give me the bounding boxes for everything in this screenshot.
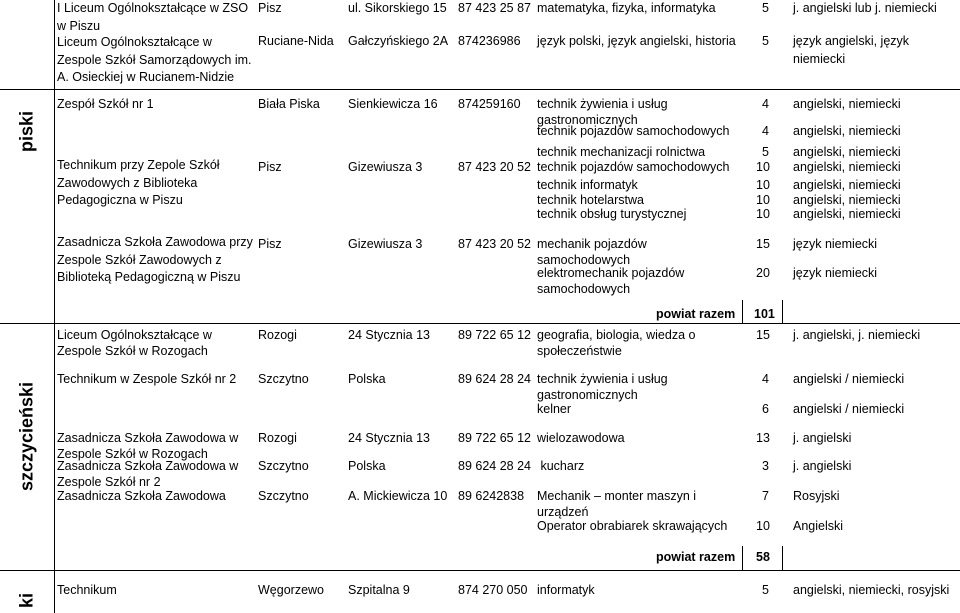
school-name: Technikum przy Zepole Szkół Zawodowych z Biblioteka Pedagogiczna w Piszu	[57, 158, 220, 207]
address: ul. Sikorskiego 15	[348, 1, 447, 15]
languages: angielski / niemiecki	[793, 372, 905, 386]
class-count: 10	[756, 160, 770, 174]
class-count: 15	[756, 237, 770, 251]
district-total-value: 101	[754, 307, 775, 321]
class-count: 5	[762, 145, 769, 159]
district-total-label: powiat razem	[656, 307, 736, 321]
locality: Szczytno	[258, 489, 309, 503]
profile: kucharz	[537, 459, 585, 473]
class-count: 4	[762, 372, 769, 386]
phone: 874259160	[458, 97, 521, 111]
locality: Rozogi	[258, 431, 297, 445]
school-name: Technikum w Zespole Szkół nr 2	[57, 372, 237, 386]
address: Polska	[348, 459, 386, 473]
class-count: 10	[756, 193, 770, 207]
profile: technik mechanizacji rolnictwa	[537, 145, 706, 159]
grid-line	[782, 300, 783, 324]
class-count: 5	[762, 1, 769, 15]
grid-line	[742, 546, 743, 571]
grid-line	[782, 546, 783, 571]
grid-line	[0, 570, 960, 571]
class-count: 10	[756, 178, 770, 192]
school-name: Liceum Ogólnokształcące w Zespole Szkół w Rozogach	[57, 328, 212, 358]
languages: język niemiecki	[793, 266, 878, 280]
profile: technik pojazdów samochodowych	[537, 160, 730, 174]
class-count: 20	[756, 266, 770, 280]
class-count: 6	[762, 402, 769, 416]
profile: technik żywienia i usług gastronomicznych	[537, 97, 668, 127]
phone: 87 423 20 52	[458, 237, 531, 251]
school-name: Zasadnicza Szkoła Zawodowa przy Zespole Szkół Zawodowych z Biblioteką Pedagogiczną w Piszu	[57, 235, 253, 284]
locality: Szczytno	[258, 459, 309, 473]
profile: technik obsług turystycznej	[537, 207, 687, 221]
locality: Pisz	[258, 237, 282, 251]
district-label-piski: piski	[16, 110, 37, 153]
school-name: Liceum Ogólnokształcące w Zespole Szkół Samorządowych im. A. Osieckiej w Rucianem-Nidzie	[57, 35, 252, 84]
languages: angielski, niemiecki	[793, 207, 901, 221]
languages: angielski, niemiecki, rosyjski	[793, 583, 950, 597]
locality: Rozogi	[258, 328, 297, 342]
languages: angielski, niemiecki	[793, 97, 901, 111]
address: 24 Stycznia 13	[348, 431, 430, 445]
address: A. Mickiewicza 10	[348, 489, 448, 503]
school-name: Zasadnicza Szkoła Zawodowa w Zespole Szkół nr 2	[57, 459, 239, 489]
languages: język niemiecki	[793, 237, 878, 251]
address: Polska	[348, 372, 386, 386]
profile: Operator obrabiarek skrawających	[537, 519, 728, 533]
languages: angielski, niemiecki	[793, 193, 901, 207]
locality: Węgorzewo	[258, 583, 324, 597]
school-name: Zespół Szkół nr 1	[57, 97, 154, 111]
phone: 874236986	[458, 34, 521, 48]
profile: elektromechanik pojazdów samochodowych	[537, 266, 685, 296]
district-label-szczycienski: szczycieński	[16, 381, 37, 492]
district-label-partial: ki	[16, 593, 37, 609]
address: Sienkiewicza 16	[348, 97, 438, 111]
phone: 89 6242838	[458, 489, 525, 503]
phone: 89 722 65 12	[458, 328, 531, 342]
class-count: 5	[762, 34, 769, 48]
phone: 89 624 28 24	[458, 459, 531, 473]
district-total-value: 58	[756, 550, 770, 564]
locality: Ruciane-Nida	[258, 34, 334, 48]
school-name: Zasadnicza Szkoła Zawodowa	[57, 489, 226, 503]
profile: technik informatyk	[537, 178, 638, 192]
district-total-label: powiat razem	[656, 550, 736, 564]
languages: angielski, niemiecki	[793, 160, 901, 174]
languages: Rosyjski	[793, 489, 840, 503]
grid-line	[0, 89, 960, 90]
address: Gizewiusza 3	[348, 160, 423, 174]
languages: Angielski	[793, 519, 844, 533]
locality: Pisz	[258, 160, 282, 174]
phone: 89 722 65 12	[458, 431, 531, 445]
profile: matematyka, fizyka, informatyka	[537, 1, 716, 15]
profile: technik żywienia i usług gastronomicznych	[537, 372, 668, 402]
class-count: 5	[762, 583, 769, 597]
profile: informatyk	[537, 583, 595, 597]
class-count: 4	[762, 97, 769, 111]
phone: 87 423 20 52	[458, 160, 531, 174]
profile: wielozawodowa	[537, 431, 625, 445]
profile: technik pojazdów samochodowych	[537, 124, 730, 138]
school-name: Technikum	[57, 583, 117, 597]
languages: angielski / niemiecki	[793, 402, 905, 416]
languages: angielski, niemiecki	[793, 124, 901, 138]
class-count: 13	[756, 431, 770, 445]
phone: 89 624 28 24	[458, 372, 531, 386]
profile: kelner	[537, 402, 572, 416]
locality: Biała Piska	[258, 97, 320, 111]
grid-line	[742, 300, 743, 324]
languages: j. angielski	[793, 459, 852, 473]
profile: Mechanik – monter maszyn i urządzeń	[537, 489, 697, 519]
class-count: 15	[756, 328, 770, 342]
address: 24 Stycznia 13	[348, 328, 430, 342]
grid-line	[535, 323, 960, 324]
locality: Szczytno	[258, 372, 309, 386]
languages: angielski, niemiecki	[793, 178, 901, 192]
locality: Pisz	[258, 1, 282, 15]
class-count: 3	[762, 459, 769, 473]
school-name: Zasadnicza Szkoła Zawodowa w Zespole Szkół w Rozogach	[57, 431, 239, 461]
class-count: 4	[762, 124, 769, 138]
languages: j. angielski	[793, 431, 852, 445]
profile: geografia, biologia, wiedza o społeczeństwie	[537, 328, 696, 358]
class-count: 10	[756, 207, 770, 221]
profile: technik hotelarstwa	[537, 193, 645, 207]
languages: j. angielski, j. niemiecki	[793, 328, 921, 342]
phone: 87 423 25 87	[458, 1, 531, 15]
class-count: 7	[762, 489, 769, 503]
address: Gałczyńskiego 2A	[348, 34, 449, 48]
school-name: I Liceum Ogólnokształcące w ZSO w Piszu	[57, 1, 249, 33]
languages: język angielski, język niemiecki	[793, 34, 910, 66]
address: Gizewiusza 3	[348, 237, 423, 251]
profile: mechanik pojazdów samochodowych	[537, 237, 647, 267]
class-count: 10	[756, 519, 770, 533]
languages: angielski, niemiecki	[793, 145, 901, 159]
phone: 874 270 050	[458, 583, 528, 597]
address: Szpitalna 9	[348, 583, 410, 597]
languages: j. angielski lub j. niemiecki	[793, 1, 937, 15]
profile: język polski, język angielski, historia	[537, 34, 736, 48]
grid-line	[54, 0, 55, 613]
